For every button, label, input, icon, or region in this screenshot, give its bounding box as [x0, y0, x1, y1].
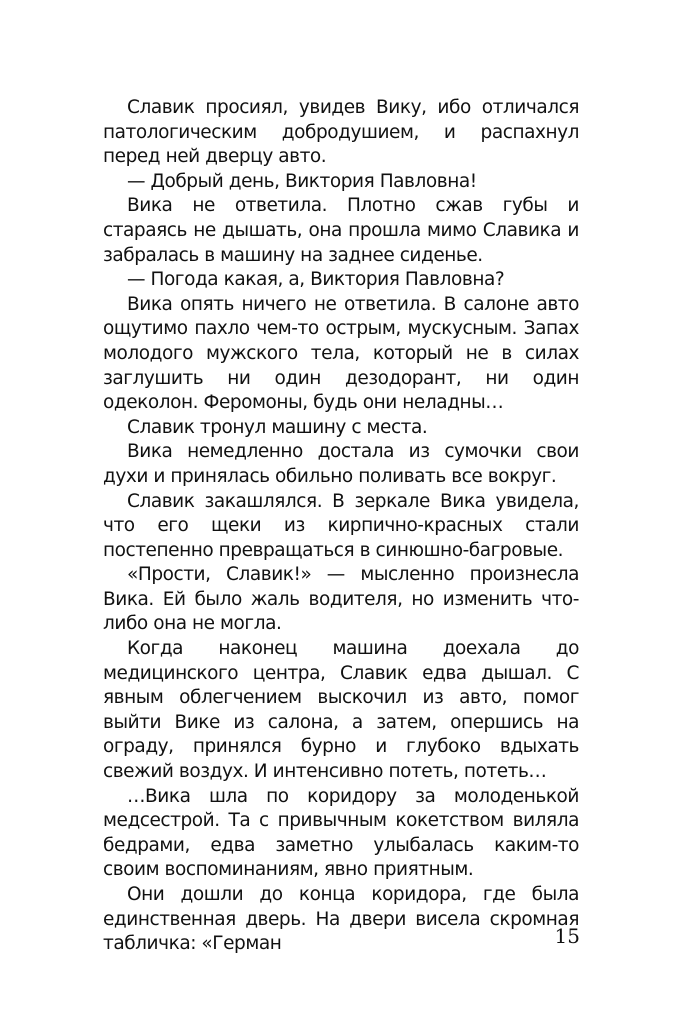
paragraph: Когда наконец машина доехала до медицинского центра, Славик едва дышал. С явным облегчением выскочил из авто, помог выйти Вике из салона, а затем, опершись на ограду, принялся бурно и глубоко вдыхать свежий воздух. И интенсивно потеть, потеть…: [103, 638, 579, 783]
paragraph: Славик закашлялся. В зеркале Вика увидела, что его щеки из кирпично-красных стали постепенно превращаться в синюшно-багровые.: [103, 490, 579, 561]
paragraph: Вика опять ничего не ответила. В салоне авто ощутимо пахло чем-то острым, мускусным. Запах молодого мужского тела, который не в силах заглушить ни один дезодорант, ни один одеколон. Феромоны, будь они неладны…: [103, 293, 579, 414]
paragraph: Славик просиял, увидев Вику, ибо отличался патологическим добродушием, и распахнул перед ней дверцу авто.: [103, 97, 579, 168]
paragraph: «Прости, Славик!» — мысленно произнесла Вика. Ей было жаль водителя, но изменить что-либо она не могла.: [103, 564, 579, 635]
paragraph: — Погода какая, а, Виктория Павловна?: [127, 269, 505, 291]
paragraph: Они дошли до конца коридора, где была единственная дверь. На двери висела скромная табличка: «Герман: [103, 884, 579, 955]
paragraph: Славик тронул машину с места.: [127, 416, 428, 438]
paragraph: Вика не ответила. Плотно сжав губы и стараясь не дышать, она прошла мимо Славика и забралась в машину на заднее сиденье.: [103, 195, 579, 266]
page-number: 15: [554, 924, 580, 948]
paragraph: — Добрый день, Виктория Павловна!: [127, 170, 477, 192]
paragraph: …Вика шла по коридору за молоденькой медсестрой. Та с привычным кокетством виляла бедрами, едва заметно улыбалась каким-то своим воспоминаниям, явно приятным.: [103, 785, 579, 881]
body-text: [103, 96, 579, 957]
paragraph: Вика немедленно достала из сумочки свои духи и принялась обильно поливать все вокруг.: [103, 441, 579, 487]
